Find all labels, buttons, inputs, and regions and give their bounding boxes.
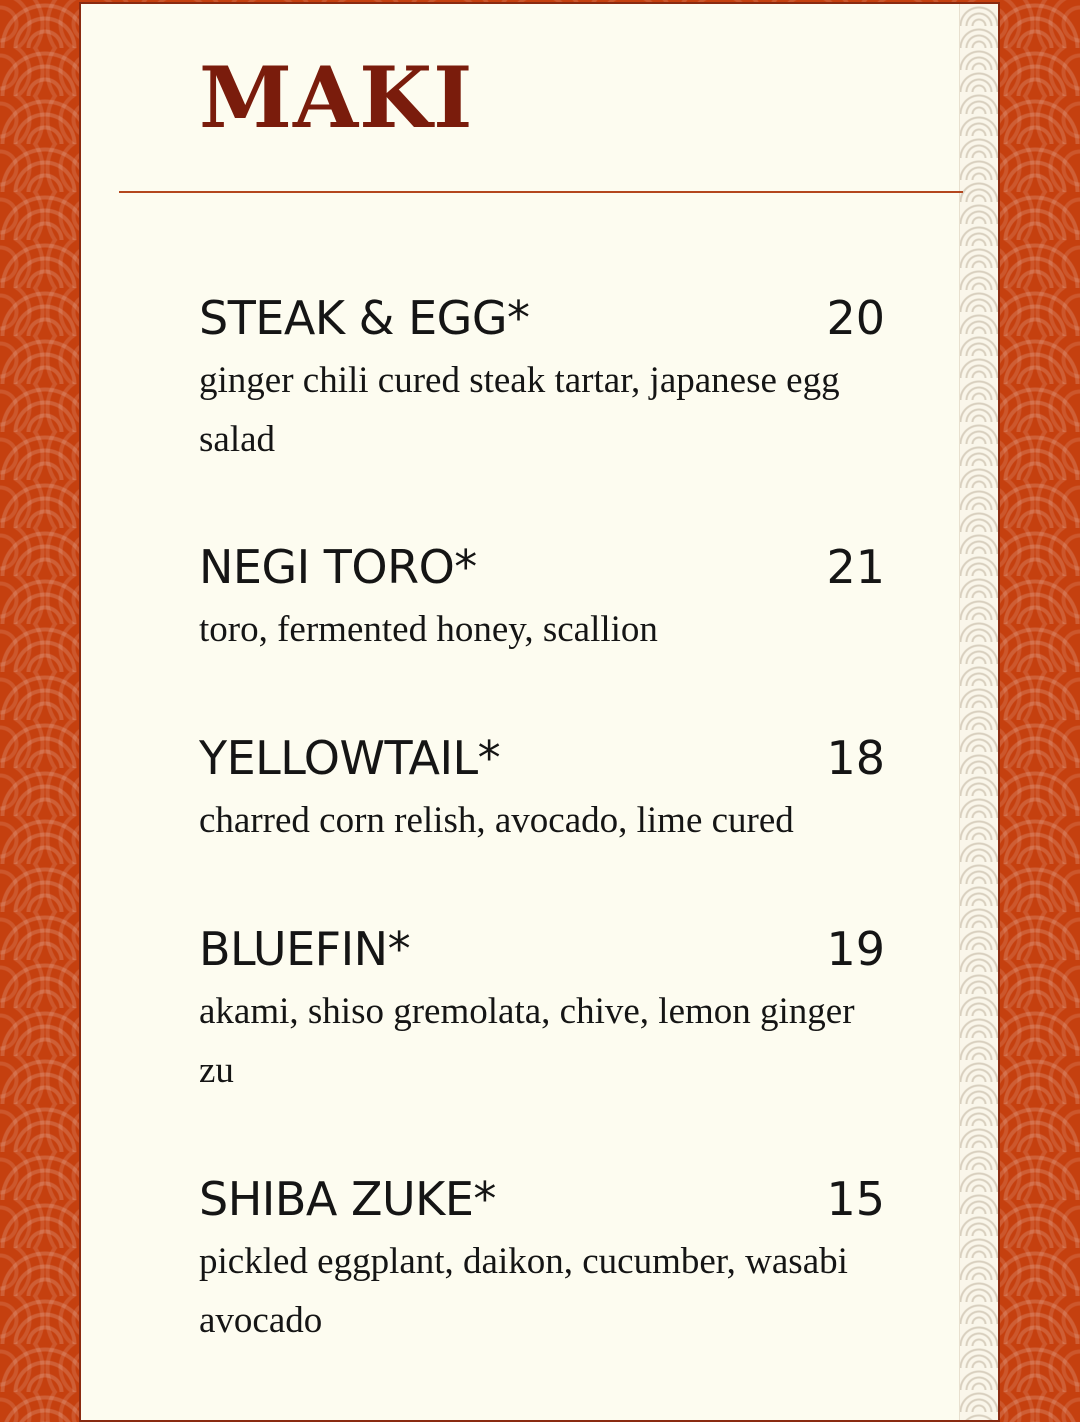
menu-item-negi-toro bbox=[199, 536, 885, 659]
menu-item-price: 21 bbox=[826, 540, 885, 594]
menu-item-yellowtail bbox=[199, 727, 885, 850]
wave-pattern-border bbox=[959, 4, 998, 1420]
menu-item-header bbox=[199, 918, 885, 980]
menu-item-name: NEGI TORO* bbox=[199, 540, 477, 594]
menu-title: MAKI bbox=[199, 48, 474, 147]
menu-item-description: toro, fermented honey, scallion bbox=[199, 609, 658, 650]
menu-item-description: akami, shiso gremolata, chive, lemon ginger zu bbox=[199, 991, 855, 1091]
menu-item-shiba-zuke bbox=[199, 1168, 885, 1350]
menu-item-price: 15 bbox=[826, 1172, 885, 1226]
menu-item-bluefin bbox=[199, 918, 885, 1100]
menu-item-name: STEAK & EGG* bbox=[199, 291, 530, 345]
menu-item-header bbox=[199, 727, 885, 789]
menu-item-description: ginger chili cured steak tartar, japanese egg salad bbox=[199, 360, 840, 460]
menu-item-price: 20 bbox=[826, 291, 885, 345]
menu-item-name: SHIBA ZUKE* bbox=[199, 1172, 496, 1226]
menu-item-steak-egg bbox=[199, 287, 885, 469]
menu-item-price: 19 bbox=[826, 922, 885, 976]
menu-item-header bbox=[199, 1168, 885, 1230]
menu-item-price: 18 bbox=[826, 731, 885, 785]
menu-item-description: pickled eggplant, daikon, cucumber, wasabi avocado bbox=[199, 1241, 848, 1341]
menu-page bbox=[79, 2, 1000, 1422]
title-divider bbox=[119, 191, 963, 193]
menu-item-description: charred corn relish, avocado, lime cured bbox=[199, 800, 794, 841]
menu-item-header bbox=[199, 536, 885, 598]
menu-item-name: YELLOWTAIL* bbox=[199, 731, 501, 785]
menu-item-header bbox=[199, 287, 885, 349]
menu-item-name: BLUEFIN* bbox=[199, 922, 411, 976]
